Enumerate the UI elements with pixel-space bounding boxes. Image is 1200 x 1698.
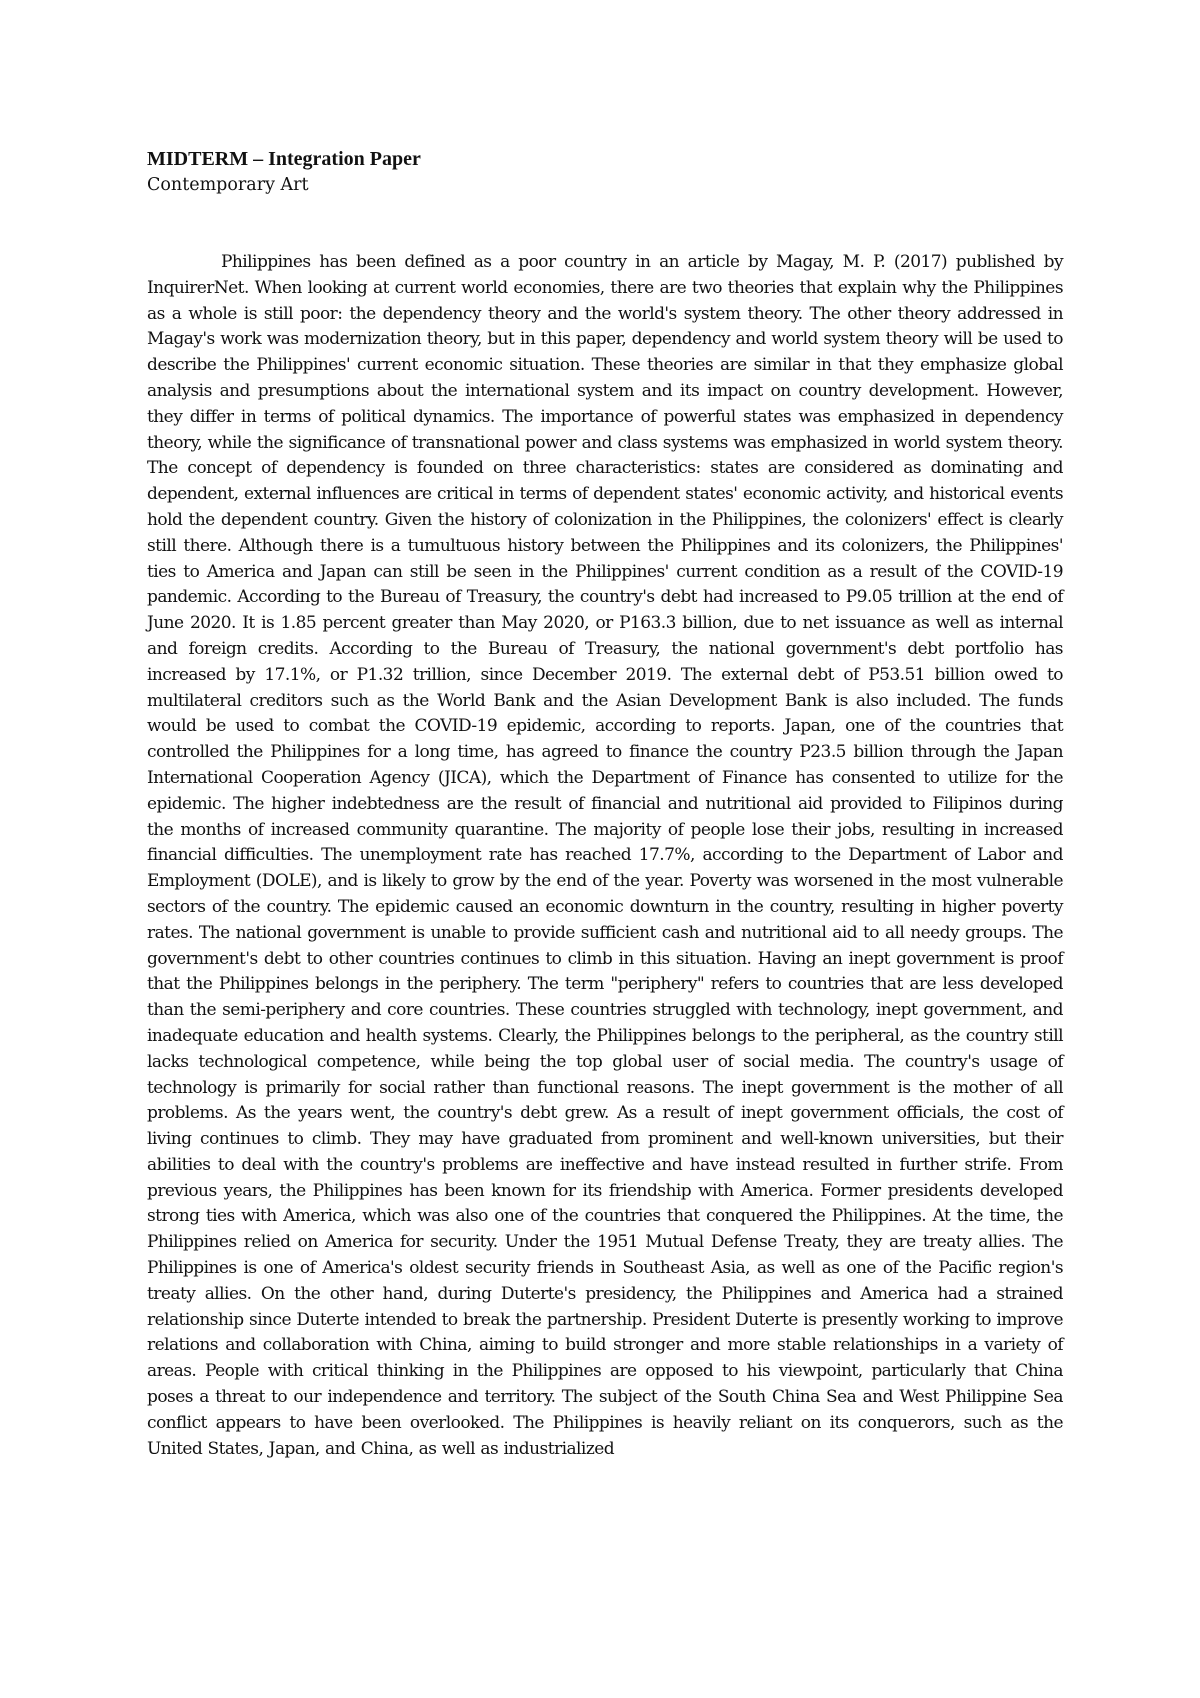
body-paragraph: Philippines has been defined as a poor country in an article by Magay, M. P. (2017) published by InquirerNet. When looking at current world economies, there are two theories that explain why the Philippines as a whole is still poor: the dependency theory and the world's system theory. The other theory addressed in Magay's work was modernization theory, but in this paper, dependency and world system theory will be used to describe the Philippines' current economic situation. These theories are similar in that they emphasize global analysis and presumptions about the international system and its impact on country development. However, they differ in terms of political dynamics. The importance of powerful states was emphasized in dependency theory, while the significance of transnational power and class systems was emphasized in world system theory. The concept of dependency is founded on three characteristics: states are considered as dominating and dependent, external influences are critical in terms of dependent states' economic activity, and historical events hold the dependent country. Given the history of colonization in the Philippines, the colonizers' effect is clearly still there. Although there is a tumultuous history between the Philippines and its colonizers, the Philippines' ties to America and Japan can still be seen in the Philippines' current condition as a result of the COVID-19 pandemic. According to the Bureau of Treasury, the country's debt had increased to P9.05 trillion at the end of June 2020. It is 1.85 percent greater than May 2020, or P163.3 billion, due to net issuance as well as internal and foreign credits. According to the Bureau of Treasury, the national government's debt portfolio has increased by 17.1%, or P1.32 trillion, since December 2019. The external debt of P53.51 billion owed to multilateral creditors such as the World Bank and the Asian Development Bank is also included. The funds would be used to combat the COVID-19 epidemic, according to reports. Japan, one of the countries that controlled the Philippines for a long time, has agreed to finance the country P23.5 billion through the Japan International Cooperation Agency (JICA), which the Department of Finance has consented to utilize for the epidemic. The higher indebtedness are the result of financial and nutritional aid provided to Filipinos during the months of increased community quarantine. The majority of people lose their jobs, resulting in increased financial difficulties. The unemployment rate has reached 17.7%, according to the Department of Labor and Employment (DOLE), and is likely to grow by the end of the year. Poverty was worsened in the most vulnerable sectors of the country. The epidemic caused an economic downturn in the country, resulting in higher poverty rates. The national government is unable to provide sufficient cash and nutritional aid to all needy groups. The government's debt to other countries continues to climb in this situation. Having an inept government is proof that the Philippines belongs in the periphery. The term "periphery" refers to countries that are less developed than the semi-periphery and core countries. These countries struggled with technology, inept government, and inadequate education and health systems. Clearly, the Philippines belongs to the peripheral, as the country still lacks technological competence, while being the top global user of social media. The country's usage of technology is primarily for social rather than functional reasons. The inept government is the mother of all problems. As the years went, the country's debt grew. As a result of inept government officials, the cost of living continues to climb. They may have graduated from prominent and well-known universities, but their abilities to deal with the country's problems are ineffective and have instead resulted in further strife. From previous years, the Philippines has been known for its friendship with America. Former presidents developed strong ties with America, which was also one of the countries that conquered the Philippines. At the time, the Philippines relied on America for security. Under the 1951 Mutual Defense Treaty, they are treaty allies. The Philippines is one of America's oldest security friends in Southeast Asia, as well as one of the Pacific region's treaty allies. On the other hand, during Duterte's presidency, the Philippines and America had a strained relationship since Duterte intended to break the partnership. President Duterte is presently working to improve relations and collaboration with China, aiming to build stronger and more stable relationships in a variety of areas. People with critical thinking in the Philippines are opposed to his viewpoint, particularly that China poses a threat to our independence and territory. The subject of the South China Sea and West Philippine Sea conflict appears to have been overlooked. The Philippines is heavily reliant on its conquerors, such as the United States, Japan, and China, as well as industrialized <box>147 252 1063 1459</box>
document-header <box>147 146 1067 198</box>
document-subtitle: Contemporary Art <box>147 175 309 195</box>
document-title: MIDTERM – Integration Paper <box>147 148 421 170</box>
